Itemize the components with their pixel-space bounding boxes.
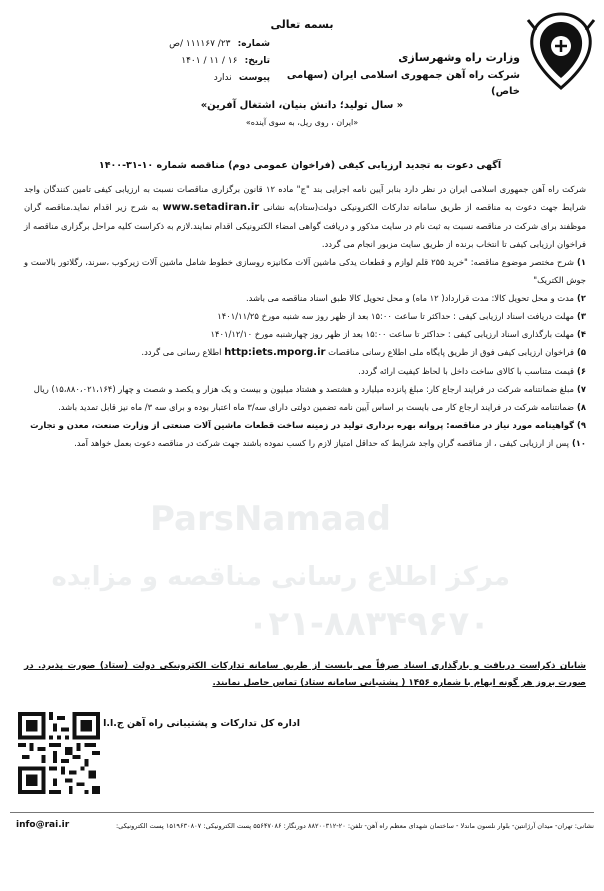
bismillah-heading: بسمه تعالی <box>270 18 334 31</box>
list-item: ۷)مبلغ ضمانتنامه شرکت در فرایند ارجاع کار: مبلغ پانزده میلیارد و هشتصد و هشتاد میلیون و بیست و یک هزار و یکصد و شصت و چهار (۱۵،۸۸۰،۰۲۱،۱۶۴) ریال <box>33 384 586 394</box>
intro-text-1: شرکت راه آهن جمهوری اسلامی ایران در نظر دارد بنابر آیین نامه اجرایی بند "ج" ماده ۱۲ قانون برگزاری مناقصات نسبت به ارزیابی کیفی تامین کنندگان واجد شرایط جهت دعوت به مناقصه از طریق سامانه تدارکات الکترونیکی دولت(ستاد)به نشانی <box>24 184 587 212</box>
footer-divider <box>10 812 594 813</box>
list-item: ۹)گواهینامه مورد نیاز در مناقصه: پروانه بهره برداری تولید در زمینه ساخت قطعات ماشین آلات صنعتی از وزارت صنعت، معدن و تجارت <box>30 420 586 430</box>
parsnamaad-watermark <box>51 490 530 650</box>
footer-email-link[interactable]: info@rai.ir <box>16 820 70 830</box>
qr-code-graphic <box>18 712 100 794</box>
list-item: ۵)فراخوان ارزیابی کیفی فوق از طریق پایگاه ملی اطلاع رسانی مناقصات http:iets.mporg.ir اطلاع رسانی می گردد. <box>141 347 586 358</box>
letter-number-row <box>100 36 270 53</box>
rai-logo <box>526 10 596 92</box>
list-item: ۲)مدت و محل تحویل کالا: مدت قرارداد( ۱۲ ماه) و محل تحویل کالا طبق اسناد مناقصه می باشد. <box>245 293 586 303</box>
number-label: شماره: <box>237 39 270 49</box>
attachment-label: پیوست <box>238 73 270 83</box>
important-notice: شایان ذکراست دریافت و بارگذاری اسناد صرفاً می بایست از طریق سامانه تدارکات الکترونیکی دولت (ستاد) صورت پذیرد. در صورت بروز هر گونه ابهام با شماره ۱۴۵۶ ( پشتیبانی سامانه ستاد) تماس حاصل نمایند. <box>24 661 586 688</box>
qr-code <box>18 712 100 794</box>
letter-meta <box>100 36 270 87</box>
announcement-title: آگهی دعوت به تجدید ارزیابی کیفی (فراخوان عمومی دوم) مناقصه شماره ۱۰-۳۱-۱۴۰۰ <box>98 160 502 171</box>
list-item: ۱۰)پس از ارزیابی کیفی ، از مناقصه گران واجد شرایط که حداقل امتیاز لازم را کسب نموده باشند جهت شرکت در مناقصه دعوت بعمل خواهد آمد. <box>74 438 586 448</box>
letter-date-row <box>100 53 270 70</box>
list-item: ۴)مهلت بارگذاری اسناد ارزیابی کیفی : حداکثر تا ساعت ۱۵:۰۰ بعد از ظهر روز چهارشنبه مورخ ۱۴۰۱/۱۲/۱۰ <box>210 329 586 339</box>
footer-address: نشانی: تهران- میدان آرژانتین- بلوار نلسون ماندلا - ساختمان شهدای معظم راه آهن- تلفن: ۲۰-۸۸۲۰۰۳۱۲ دورنگار: ۵۵۶۴۷۰۸۶ پست الکترونیکی: ۱۵۱۹۶۳۰۸۰۷ پست الکترونیکی: <box>115 822 594 830</box>
sub-slogan: «ایران ، روی ریل، به سوی آینده» <box>245 118 359 127</box>
list-item: ۸)ضمانتنامه شرکت در فرایند ارجاع کار می بایست بر اساس آیین نامه تضمین دولتی دارای سه/۳ ماه اعتبار بوده و برای سه ۳/ ماه نیز قابل تمدید باشد. <box>58 402 586 412</box>
organization-block <box>260 50 520 100</box>
watermark-tagline: مرکز اطلاع رسانی مناقصه و مزایده <box>51 562 510 592</box>
date-value: ۱۶ / ۱۱ / ۱۴۰۱ <box>181 56 238 66</box>
number-value: ۲۳/ ۱۱۱۱۶۷ /ص <box>169 39 231 49</box>
watermark-phone: ۰۲۱-۸۸۳۴۹۶۷۰ <box>247 604 490 644</box>
setad-url-link[interactable]: www.setadiran.ir <box>162 202 260 213</box>
date-label: تاریخ: <box>244 56 270 66</box>
list-item: ۱)شرح مختصر موضوع مناقصه: "خرید ۲۵۵ قلم لوازم و قطعات یدکی ماشین آلات مکانیزه روسازی خطوط شامل ماشین آلات زیرکوب ،سرند، رگلاتور بالاست و جوش الکتریک" <box>24 257 586 285</box>
iets-url-link[interactable]: http:iets.mporg.ir <box>224 347 326 358</box>
year-slogan: « سال تولید؛ دانش بنیان، اشتغال آفرین» <box>200 100 404 111</box>
company-name: شرکت راه آهن جمهوری اسلامی ایران (سهامی خاص) <box>286 70 520 97</box>
signoff: اداره کل تدارکات و پشتیبانی راه آهن ج.ا.ا <box>103 718 300 729</box>
intro-paragraph <box>24 180 586 253</box>
attachment-row <box>100 70 270 87</box>
attachment-value: ندارد <box>213 73 232 83</box>
announcement-body <box>24 180 586 452</box>
ministry-name: وزارت راه وشهرسازی <box>398 51 520 64</box>
watermark-brand: ParsNamaad <box>150 499 392 539</box>
intro-text-2: به شرح زیر اقدام نماید.مناقصه گران موظفند برای شرکت در مناقصه نسبت به ثبت نام در سایت مذکور و دریافت گواهی امضاء الکترونیکی اقدام نمایند.لازم به ذکراست کلیه مراحل برگزاری مناقصه از فراخوان ارزیابی کیفی تا انتخاب برنده از طریق سایت مزبور انجام می گردد. <box>24 202 586 249</box>
list-item: ۳)مهلت دریافت اسناد ارزیابی کیفی : حداکثر تا ساعت ۱۵:۰۰ بعد از ظهر روز سه شنبه مورخ ۱۴۰۱/۱۱/۲۵ <box>217 311 586 321</box>
list-item: ۶)قیمت متناسب با کالای ساخت داخل با لحاظ کیفیت ارائه گردد. <box>358 366 586 376</box>
